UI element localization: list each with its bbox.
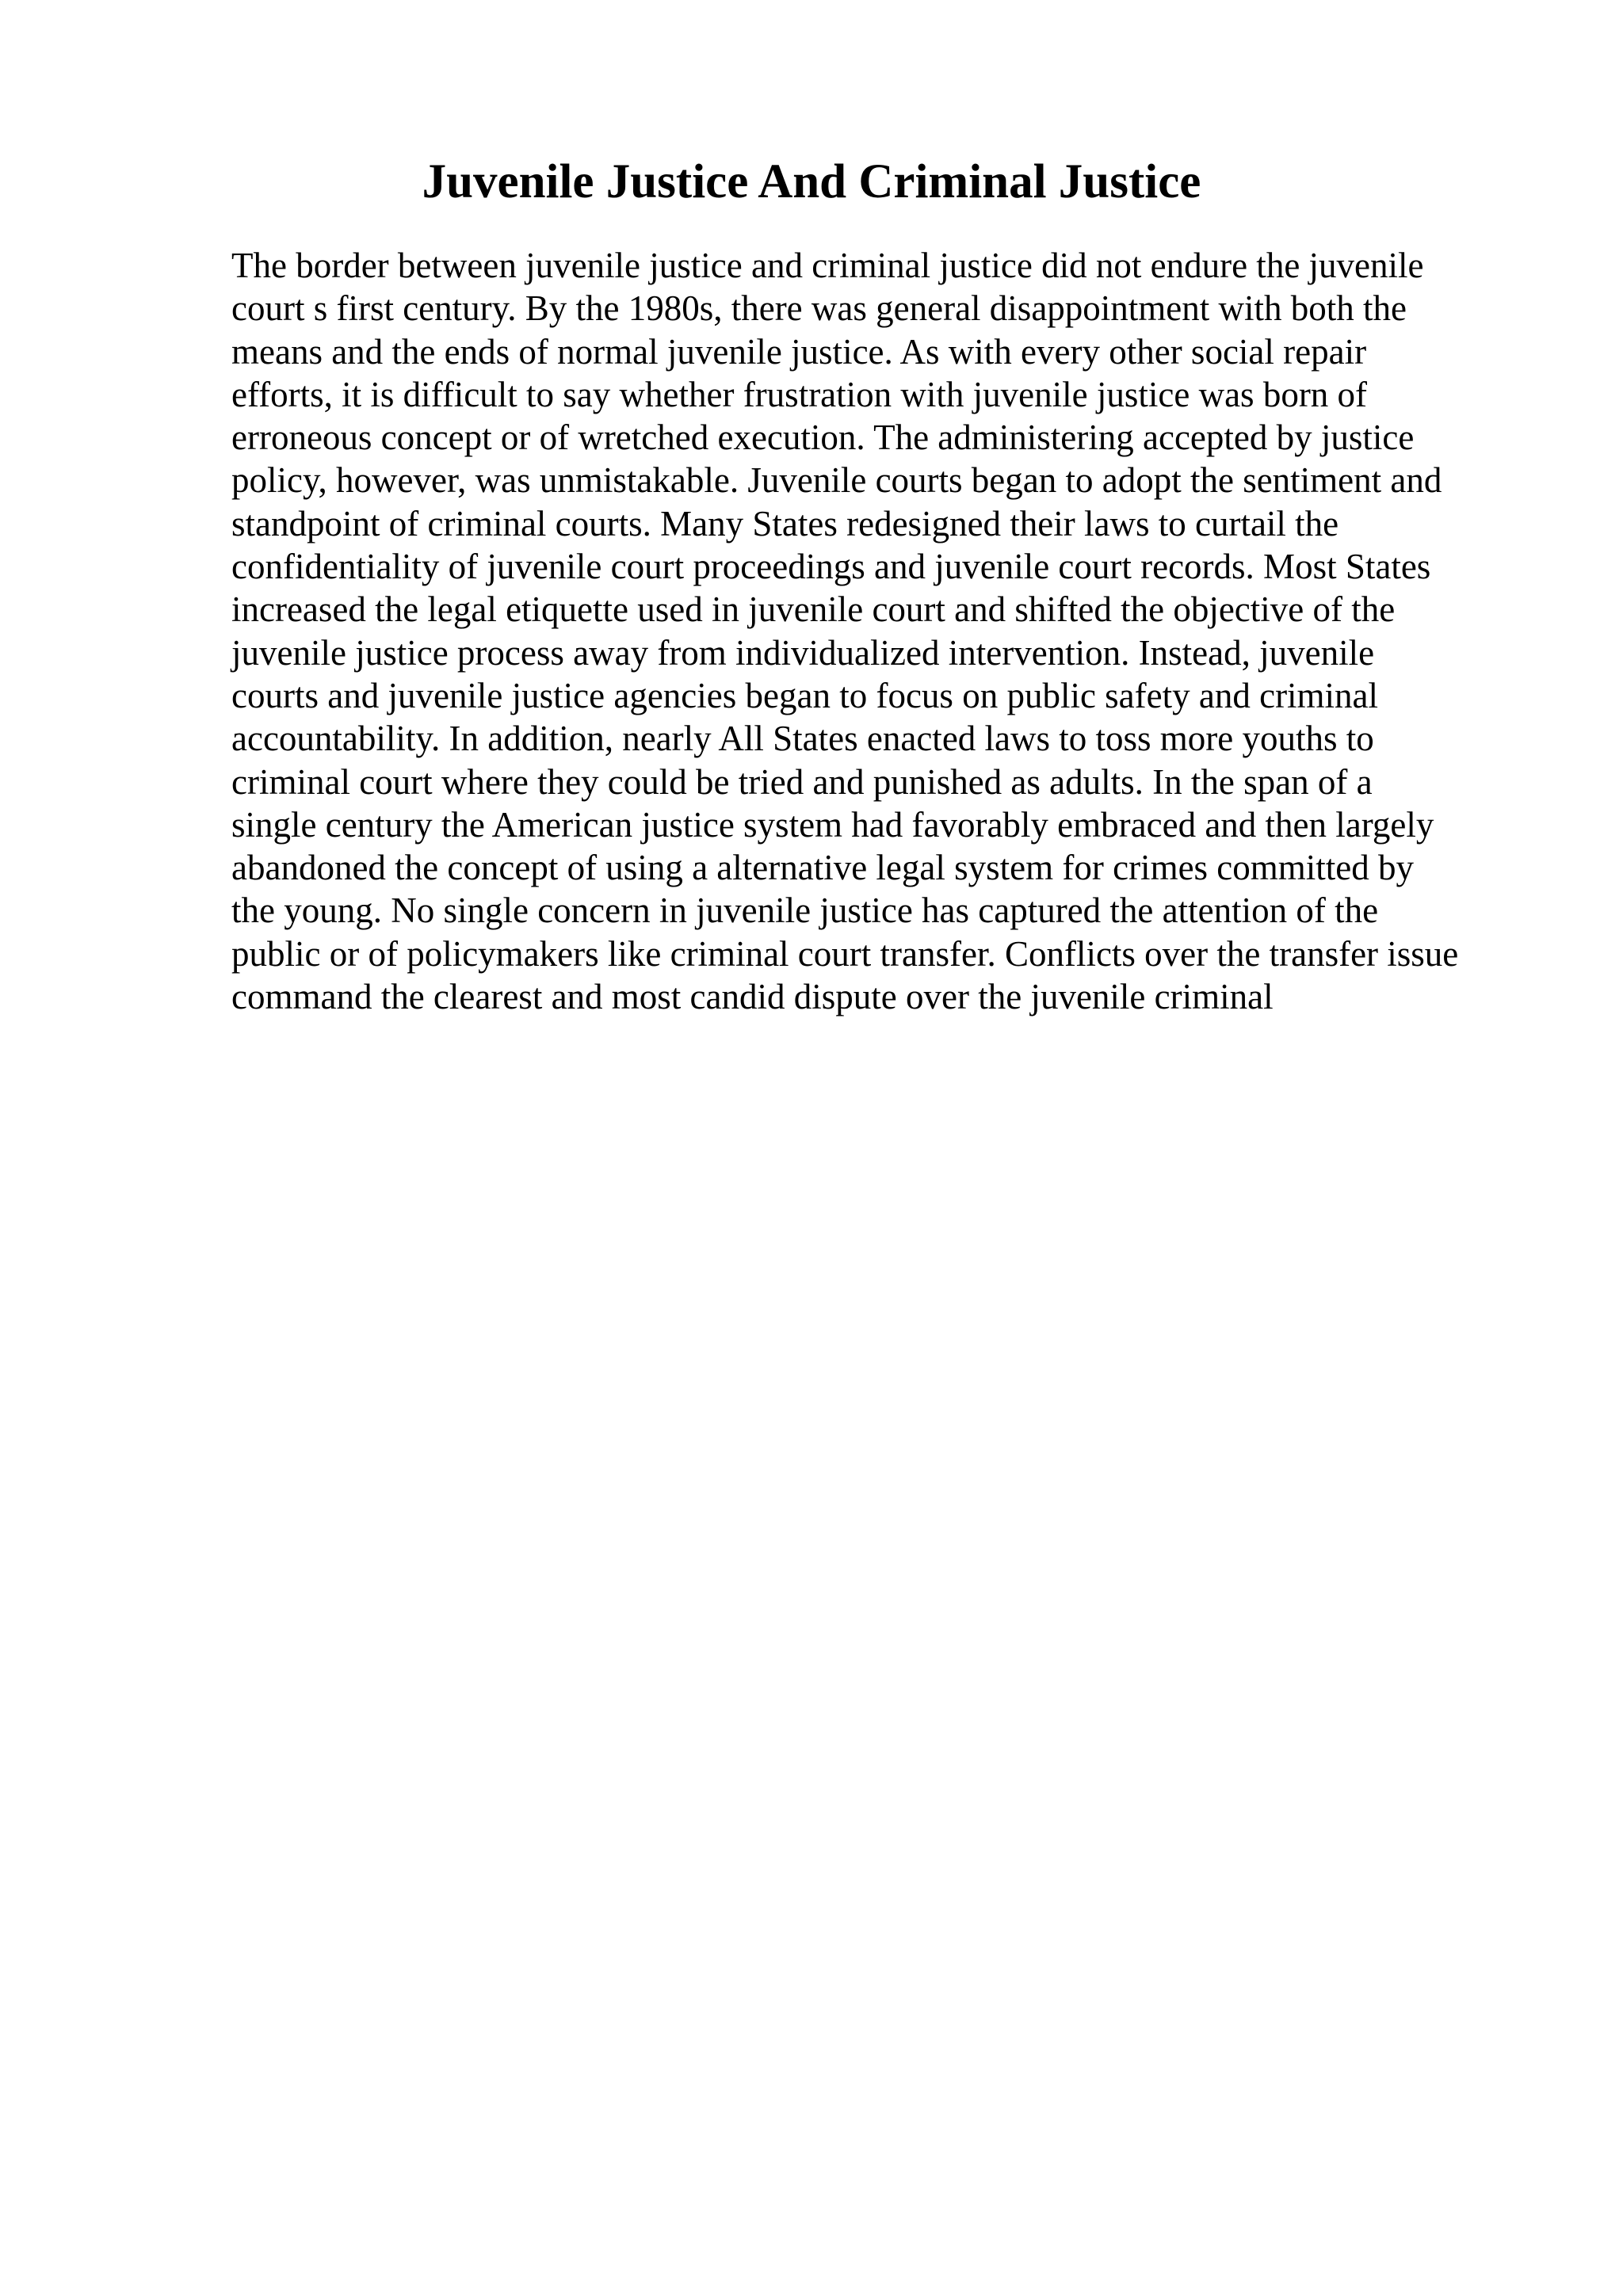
body-line: efforts, it is difficult to say whether frustration with juvenile justice was born of — [231, 374, 1368, 414]
body-line: increased the legal etiquette used in juvenile court and shifted the objective of the — [231, 589, 1396, 630]
document-body — [231, 244, 1539, 1018]
body-line: means and the ends of normal juvenile justice. As with every other social repair — [231, 331, 1367, 372]
body-line: standpoint of criminal courts. Many States redesigned their laws to curtail the — [231, 503, 1339, 543]
body-line: courts and juvenile justice agencies began to focus on public safety and criminal — [231, 675, 1379, 715]
document-title: Juvenile Justice And Criminal Justice — [422, 155, 1201, 208]
body-line: public or of policymakers like criminal court transfer. Conflicts over the transfer issue — [231, 933, 1459, 974]
body-line: erroneous concept or of wretched execution. The administering accepted by justice — [231, 418, 1415, 458]
body-line: The border between juvenile justice and criminal justice did not endure the juvenile — [231, 246, 1424, 285]
body-line: criminal court where they could be tried and punished as adults. In the span of a — [231, 761, 1373, 802]
body-line: confidentiality of juvenile court proceedings and juvenile court records. Most States — [231, 547, 1431, 587]
body-line: single century the American justice system had favorably embraced and then largely — [231, 804, 1434, 845]
body-line: the young. No single concern in juvenile justice has captured the attention of the — [231, 891, 1379, 931]
body-line: juvenile justice process away from individualized intervention. Instead, juvenile — [231, 632, 1375, 673]
body-line: policy, however, was unmistakable. Juvenile courts began to adopt the sentiment and — [231, 460, 1442, 501]
body-line: abandoned the concept of using a alternative legal system for crimes committed by — [231, 848, 1415, 888]
body-line: accountability. In addition, nearly All States enacted laws to toss more youths to — [231, 719, 1374, 759]
body-line: command the clearest and most candid dispute over the juvenile criminal — [231, 977, 1274, 1017]
body-line: court s first century. By the 1980s, there was general disappointment with both the — [231, 288, 1407, 329]
